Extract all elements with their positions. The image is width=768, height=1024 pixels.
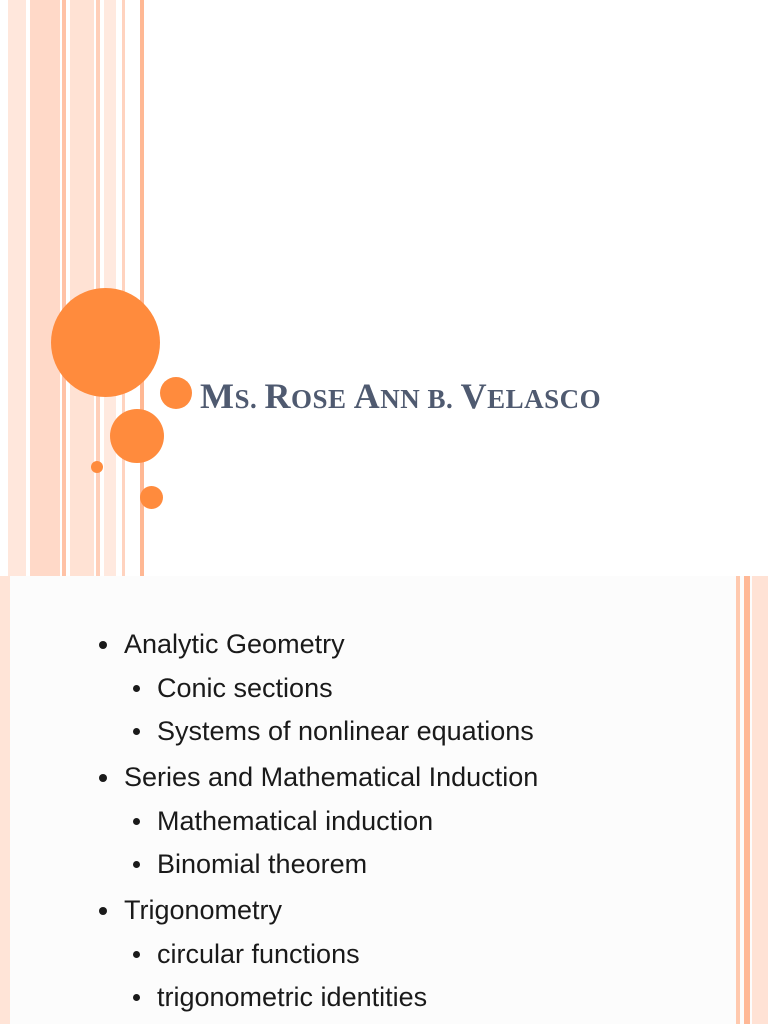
slide-title [200,375,601,417]
list-item [92,755,538,800]
subtopic-label: circular functions [157,939,360,969]
bullet-icon [133,685,140,692]
decor-stripe-right [736,576,740,1024]
decor-stripe [8,0,26,576]
topic-list [92,622,538,1019]
subtopic-label: trigonometric identities [157,982,428,1012]
topic-label: Analytic Geometry [124,629,345,659]
title-initial: V [460,376,488,416]
list-item [92,976,538,1019]
decor-stripe-right [752,576,768,1024]
bullet-icon [133,728,140,735]
decor-stripe [70,0,94,576]
topic-label: Series and Mathematical Induction [124,762,539,792]
title-part: NN B. [380,384,461,414]
bullet-icon [133,818,140,825]
bullet-icon [133,861,140,868]
title-initial: M [200,376,235,416]
decor-circle-tiny [91,461,103,473]
list-item [92,622,538,667]
decor-circle-medium [110,409,164,463]
title-part: S. [234,384,265,414]
title-part: ELASCO [487,384,602,414]
subtopic-label: Binomial theorem [157,849,368,879]
decor-stripe-left [0,576,10,1024]
bullet-icon [99,774,107,782]
list-item [92,843,538,886]
topics-slide [0,576,768,1024]
title-part: OSE [291,384,354,414]
decor-circle-small [160,377,192,409]
decor-stripe [122,0,125,576]
decor-stripe-right [744,576,750,1024]
subtopic-label: Systems of nonlinear equations [157,716,534,746]
bullet-icon [99,641,107,649]
bullet-icon [133,994,140,1001]
list-item [92,710,538,753]
decor-stripe [30,0,60,576]
subtopic-label: Mathematical induction [157,806,434,836]
bullet-icon [99,907,107,915]
subtopic-label: Conic sections [157,673,333,703]
title-initial: R [264,376,292,416]
bullet-icon [133,951,140,958]
decor-circle-small-2 [140,486,163,509]
topic-label: Trigonometry [124,895,283,925]
decor-stripe [62,0,66,576]
title-initial: A [353,376,381,416]
list-item [92,667,538,710]
list-item [92,888,538,933]
decor-circle-large [51,288,160,397]
list-item [92,933,538,976]
list-item [92,800,538,843]
